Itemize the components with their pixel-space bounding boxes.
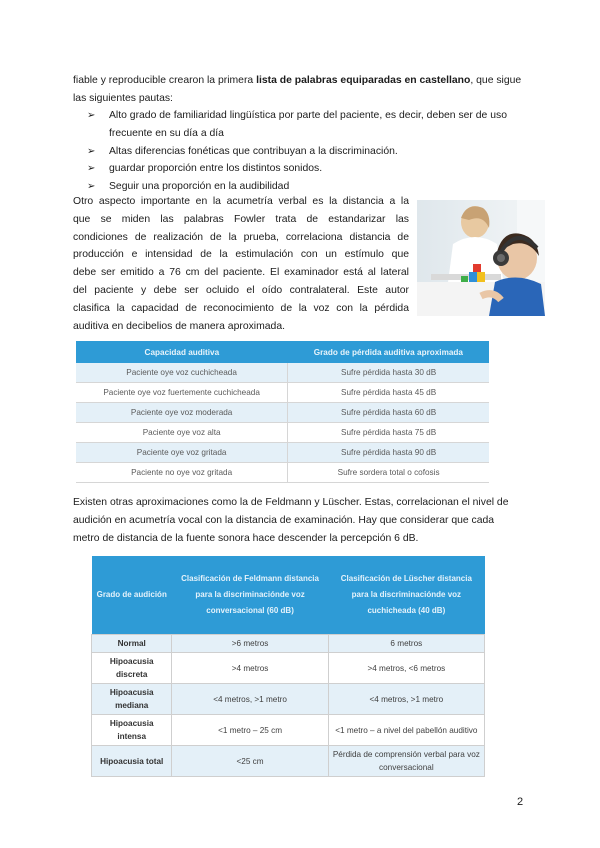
arrow-bullet-icon: ➢ — [87, 145, 96, 157]
table-cell: Normal — [92, 635, 172, 653]
table-cell: <4 metros, >1 metro — [328, 684, 484, 715]
paragraph-line: auditiva en decibelios de manera aproximada. — [73, 320, 285, 332]
paragraph-line: Existen otras aproximaciones como la de Feldmann y Lüscher. Estas, correlacionan el nivel de — [73, 497, 509, 508]
table-row — [92, 635, 485, 653]
table-row — [76, 443, 489, 463]
table-row — [76, 363, 489, 383]
table-cell: >4 metros — [172, 653, 328, 684]
list-item — [73, 107, 545, 143]
table-cell: Sufre pérdida hasta 30 dB — [288, 363, 489, 383]
table-cell: Paciente oye voz alta — [76, 423, 288, 443]
table-cell: Paciente oye voz fuertemente cuchicheada — [76, 383, 288, 403]
guideline-list — [73, 107, 545, 196]
table-cell: Sufre pérdida hasta 45 dB — [288, 383, 489, 403]
table-cell: >4 metros, <6 metros — [328, 653, 484, 684]
table-cell: Pérdida de comprensión verbal para voz conversacional — [328, 746, 484, 777]
table-row — [76, 463, 489, 483]
paragraph-line: producción e intensidad de la estimulación con un estímulo que — [73, 249, 409, 261]
fowler-paragraph — [73, 193, 409, 335]
table-row — [92, 715, 485, 746]
paragraph-line: audición en acumetría vocal con la distancia de examinación. Hay que considerar que cada — [73, 514, 495, 526]
table-cell: 6 metros — [328, 635, 484, 653]
table-header: Clasificación de Lüscher distancia para la discriminaciónde voz cuchicheada (40 dB) — [328, 556, 484, 635]
table-cell: Sufre pérdida hasta 60 dB — [288, 403, 489, 423]
table-header: Capacidad auditiva — [76, 341, 288, 363]
paragraph-line: que se miden las palabras Fowler trata de estandarizar las — [73, 213, 409, 225]
intro-text-end: , que sigue — [470, 75, 522, 86]
table-cell: Hipoacusia discreta — [92, 653, 172, 684]
table-row — [76, 403, 489, 423]
arrow-bullet-icon: ➢ — [87, 163, 96, 175]
table-cell: <4 metros, >1 metro — [172, 684, 328, 715]
list-item-text: guardar proporción entre los distintos sonidos. — [109, 163, 323, 175]
feldmann-paragraph — [73, 494, 545, 547]
table-cell: Paciente oye voz moderada — [76, 403, 288, 423]
table-row — [76, 423, 489, 443]
hearing-capacity-table — [76, 341, 489, 483]
table-cell: <1 metro – a nivel del pabellón auditivo — [328, 715, 484, 746]
paragraph-line: debe ser emitido a 76 cm del paciente. El examinador está al lateral — [73, 267, 409, 279]
table-cell: <1 metro – 25 cm — [172, 715, 328, 746]
table-cell: Hipoacusia mediana — [92, 684, 172, 715]
paragraph-line: metro de distancia de la fuente sonora hace descender la percepción 6 dB. — [73, 532, 419, 544]
table-row — [92, 746, 485, 777]
table-header: Grado de pérdida auditiva aproximada — [288, 341, 489, 363]
arrow-bullet-icon: ➢ — [87, 181, 96, 193]
table-cell: >6 metros — [172, 635, 328, 653]
paragraph-line: Otro aspecto importante en la acumetría verbal es la distancia a la — [73, 196, 409, 207]
list-item — [73, 160, 545, 178]
table-cell: Paciente oye voz gritada — [76, 443, 288, 463]
table-cell: Sufre sordera total o cofosis — [288, 463, 489, 483]
child-hearing-test-photo — [417, 200, 545, 316]
table-cell: Sufre pérdida hasta 90 dB — [288, 443, 489, 463]
list-item-text: Seguir una proporción en la audibilidad — [109, 181, 290, 193]
intro-line-2: las siguientes pautas: — [73, 92, 173, 104]
table-row — [92, 653, 485, 684]
table-cell: Paciente no oye voz gritada — [76, 463, 288, 483]
paragraph-line: clasifica la capacidad de reconocimiento de la voz con la pérdida — [73, 302, 409, 314]
page-number: 2 — [517, 796, 524, 808]
intro-text: fiable y reproducible crearon la primera — [73, 75, 257, 86]
table-row — [92, 684, 485, 715]
arrow-bullet-icon: ➢ — [87, 110, 96, 121]
table-header: Grado de audición — [92, 556, 172, 635]
intro-bold-text: lista de palabras equiparadas en castellano — [256, 75, 471, 86]
table-cell: <25 cm — [172, 746, 328, 777]
table-cell: Hipoacusia total — [92, 746, 172, 777]
table-cell: Paciente oye voz cuchicheada — [76, 363, 288, 383]
table-header: Clasificación de Feldmann distancia para la discriminaciónde voz conversacional (60 dB) — [172, 556, 328, 635]
intro-paragraph — [73, 72, 545, 108]
paragraph-line: del paciente y debe ser ocluido el oído contralateral. Este autor — [73, 284, 409, 296]
paragraph-line: condiciones de realización de la prueba, correlaciona distancia de — [73, 231, 409, 243]
table-cell: Sufre pérdida hasta 75 dB — [288, 423, 489, 443]
list-item-text-cont: frecuente en su día a día — [109, 127, 224, 139]
table-row — [76, 383, 489, 403]
list-item-text: Altas diferencias fonéticas que contribuyan a la discriminación. — [109, 145, 398, 157]
list-item — [73, 143, 545, 161]
table-cell: Hipoacusia intensa — [92, 715, 172, 746]
feldmann-luscher-table — [91, 556, 485, 777]
list-item-text: Alto grado de familiaridad lingüística por parte del paciente, es decir, deben ser de uso — [109, 110, 507, 121]
